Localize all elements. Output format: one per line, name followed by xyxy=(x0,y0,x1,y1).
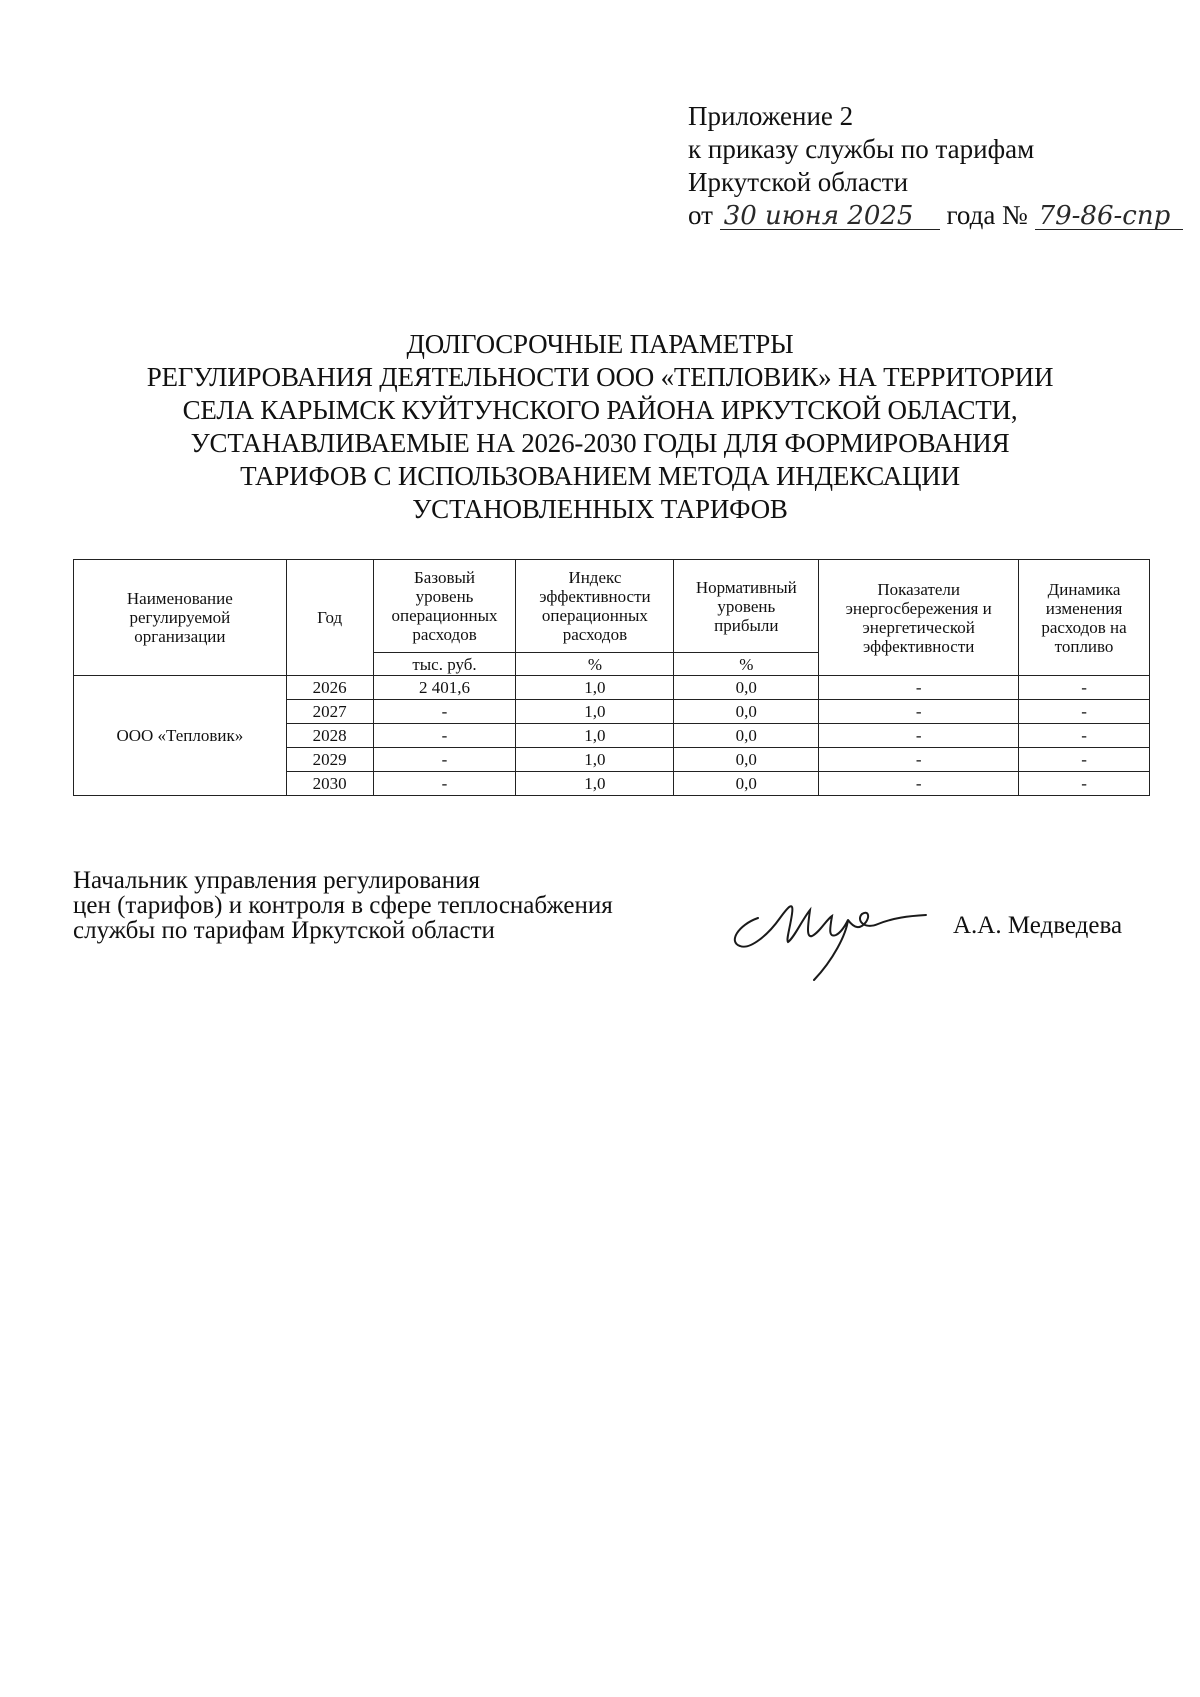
cell-profit: 0,0 xyxy=(674,700,819,724)
header-profit-line: прибыли xyxy=(714,615,779,635)
appendix-line-4 xyxy=(688,199,1183,232)
cell-year: 2028 xyxy=(286,724,373,748)
unit-base: тыс. руб. xyxy=(373,653,516,676)
prefix-ot: от xyxy=(688,200,713,230)
title-line-3: СЕЛА КАРЫМСК КУЙТУНСКОГО РАЙОНА ИРКУТСКОЙ ОБЛАСТИ, xyxy=(182,395,1018,425)
cell-index: 1,0 xyxy=(516,748,674,772)
appendix-line-1: Приложение 2 xyxy=(688,101,854,131)
header-base-line: операционных xyxy=(391,606,498,625)
cell-energy: - xyxy=(819,748,1019,772)
cell-base: - xyxy=(373,700,516,724)
header-index-line: Индекс xyxy=(568,568,622,587)
cell-profit: 0,0 xyxy=(674,772,819,796)
org-name-cell: ООО «Тепловик» xyxy=(74,676,287,796)
header-profit-line: уровень xyxy=(717,596,776,616)
cell-fuel: - xyxy=(1019,748,1150,772)
title-line-1: ДОЛГОСРОЧНЫЕ ПАРАМЕТРЫ xyxy=(406,329,794,359)
cell-energy: - xyxy=(819,676,1019,700)
cell-index: 1,0 xyxy=(516,772,674,796)
appendix-header xyxy=(688,100,1183,232)
header-org-line: организации xyxy=(134,627,226,646)
position-line-1: Начальник управления регулирования xyxy=(73,867,481,894)
handwritten-number: 79-86-спр xyxy=(1035,203,1183,230)
header-fuel xyxy=(1019,560,1150,676)
cell-year: 2026 xyxy=(286,676,373,700)
cell-base: - xyxy=(373,748,516,772)
handwritten-signature xyxy=(728,880,928,990)
header-energy-line: Показатели xyxy=(877,579,961,599)
appendix-line-2: к приказу службы по тарифам xyxy=(688,134,1035,164)
header-fuel-line: Динамика xyxy=(1047,579,1121,599)
cell-fuel: - xyxy=(1019,700,1150,724)
signature-stroke xyxy=(735,906,926,980)
header-fuel-line: топливо xyxy=(1054,636,1114,656)
header-fuel-line: изменения xyxy=(1045,598,1123,618)
cell-year: 2027 xyxy=(286,700,373,724)
cell-base: - xyxy=(373,772,516,796)
parameters-table xyxy=(73,559,1150,796)
signature-position xyxy=(73,868,613,943)
header-energy xyxy=(819,560,1019,676)
header-index-line: эффективности xyxy=(539,587,651,606)
position-line-2: цен (тарифов) и контроля в сфере теплоснабжения xyxy=(73,892,613,919)
header-energy-line: эффективности xyxy=(862,636,975,656)
header-year: Год xyxy=(286,560,373,676)
header-org-line: регулируемой xyxy=(129,608,231,627)
unit-index: % xyxy=(516,653,674,676)
cell-base: - xyxy=(373,724,516,748)
cell-base: 2 401,6 xyxy=(373,676,516,700)
cell-fuel: - xyxy=(1019,772,1150,796)
header-energy-line: энергосбережения и xyxy=(845,598,992,618)
cell-fuel: - xyxy=(1019,676,1150,700)
cell-profit: 0,0 xyxy=(674,748,819,772)
header-base-line: уровень xyxy=(415,587,474,606)
cell-year: 2030 xyxy=(286,772,373,796)
header-profit xyxy=(674,560,819,653)
title-line-5: ТАРИФОВ С ИСПОЛЬЗОВАНИЕМ МЕТОДА ИНДЕКСАЦИИ xyxy=(240,461,960,491)
position-line-3: службы по тарифам Иркутской области xyxy=(73,917,495,944)
header-index-line: операционных xyxy=(541,606,648,625)
cell-index: 1,0 xyxy=(516,676,674,700)
header-org-line: Наименование xyxy=(126,589,233,608)
cell-profit: 0,0 xyxy=(674,724,819,748)
cell-profit: 0,0 xyxy=(674,676,819,700)
cell-fuel: - xyxy=(1019,724,1150,748)
cell-index: 1,0 xyxy=(516,700,674,724)
appendix-line-3: Иркутской области xyxy=(688,167,909,197)
header-base-line: расходов xyxy=(412,625,477,644)
cell-energy: - xyxy=(819,700,1019,724)
unit-profit: % xyxy=(674,653,819,676)
header-index xyxy=(516,560,674,653)
header-fuel-line: расходов на xyxy=(1041,617,1127,637)
cell-year: 2029 xyxy=(286,748,373,772)
year-word: года № xyxy=(946,200,1028,230)
handwritten-date: 30 июня 2025 xyxy=(720,203,940,230)
cell-energy: - xyxy=(819,772,1019,796)
signer-name: А.А. Медведева xyxy=(953,912,1123,939)
cell-energy: - xyxy=(819,724,1019,748)
header-profit-line: Нормативный xyxy=(695,577,797,597)
title-line-6: УСТАНОВЛЕННЫХ ТАРИФОВ xyxy=(412,494,788,524)
table-row xyxy=(74,676,1150,700)
header-index-line: расходов xyxy=(562,625,628,644)
header-base xyxy=(373,560,516,653)
title-line-4: УСТАНАВЛИВАЕМЫЕ НА 2026-2030 ГОДЫ ДЛЯ ФОРМИРОВАНИЯ xyxy=(190,428,1010,458)
cell-index: 1,0 xyxy=(516,724,674,748)
document-title xyxy=(0,328,1200,526)
header-base-line: Базовый xyxy=(414,568,475,587)
header-energy-line: энергетической xyxy=(862,617,975,637)
header-org xyxy=(74,560,287,676)
title-line-2: РЕГУЛИРОВАНИЯ ДЕЯТЕЛЬНОСТИ ООО «ТЕПЛОВИК» НА ТЕРРИТОРИИ xyxy=(146,362,1054,392)
